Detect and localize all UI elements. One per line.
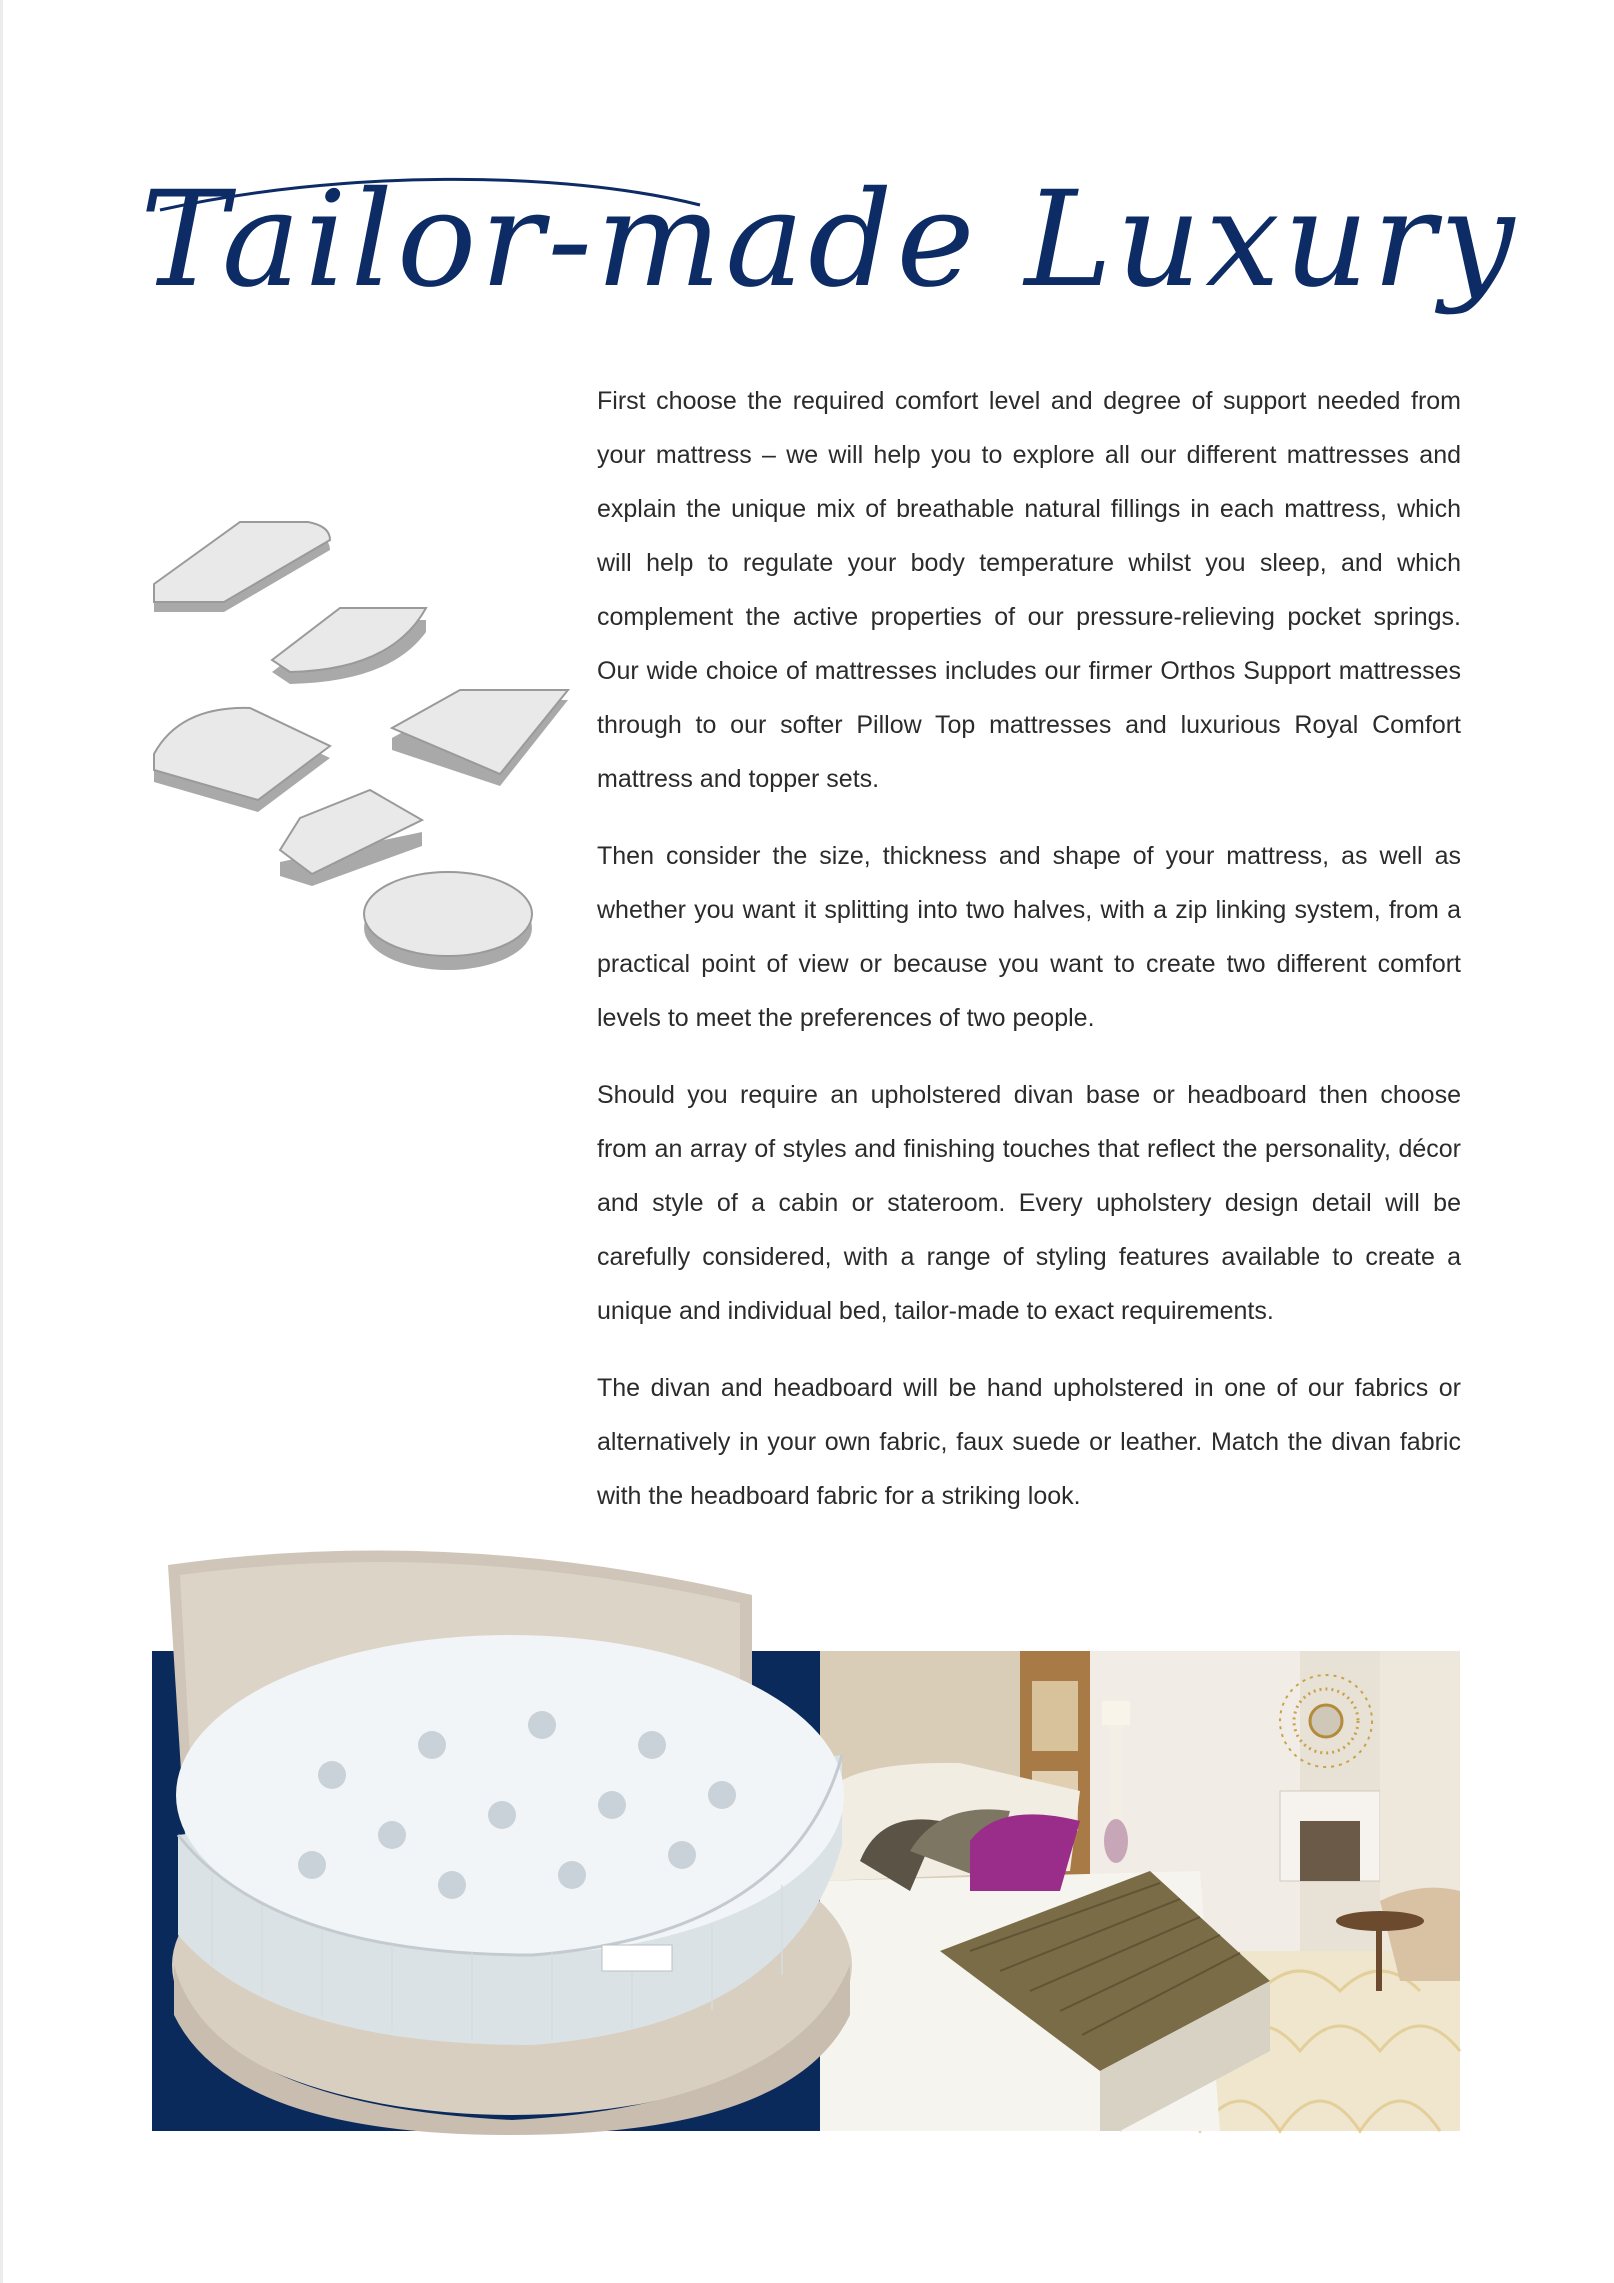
mattress-shape-rect-rounded (154, 522, 330, 612)
paragraph-fabric: The divan and headboard will be hand upholstered in one of our fabrics or alternatively in your own fabric, faux suede or leather. Match the divan fabric with the headboard fabric for a striking look. (597, 1374, 1461, 1510)
bedroom-scene (820, 1651, 1460, 2131)
mattress-shapes-illustration (140, 520, 590, 990)
page-title (140, 150, 1519, 360)
round-bed-photo (152, 1545, 842, 2135)
mattress-shape-triangle-cut (392, 690, 568, 786)
mattress-shape-half-round (154, 708, 330, 812)
paragraph-size: Then consider the size, thickness and shape of your mattress, as well as whether you want it splitting into two halves, with a zip linking system, from a practical point of view or because you want to create two different comfort levels to meet the preferences of two people. (597, 842, 1461, 1032)
body-copy (597, 374, 1461, 1546)
paragraph-comfort: First choose the required comfort level and degree of support needed from your mattress – we will help you to explore all our different mattresses and explain the unique mix of breathable natural fillings in each mattress, which will help to regulate your body temperature whilst you sleep, and which complement the active properties of our pressure-relieving pocket springs. Our wide choice of mattresses includes our firmer Orthos Support mattresses through to our softer Pillow Top mattresses and luxurious Royal Comfort mattress and topper sets. (597, 387, 1461, 793)
page-edge (0, 0, 3, 2283)
bedroom-photo (820, 1651, 1460, 2131)
mattress-shape-round (364, 872, 532, 970)
paragraph-upholstery: Should you require an upholstered divan base or headboard then choose from an array of styles and finishing touches that reflect the personality, décor and style of a cabin or stateroom. Every upholstery design detail will be carefully considered, with a range of styling features available to create a unique and individual bed, tailor-made to exact requirements. (597, 1081, 1461, 1325)
mattress-shape-quarter-round (272, 608, 426, 684)
mattress-label (602, 1945, 672, 1971)
page-title-text: Tailor-made Luxury (140, 163, 1519, 317)
mattress-shape-cut-corner (280, 790, 422, 886)
